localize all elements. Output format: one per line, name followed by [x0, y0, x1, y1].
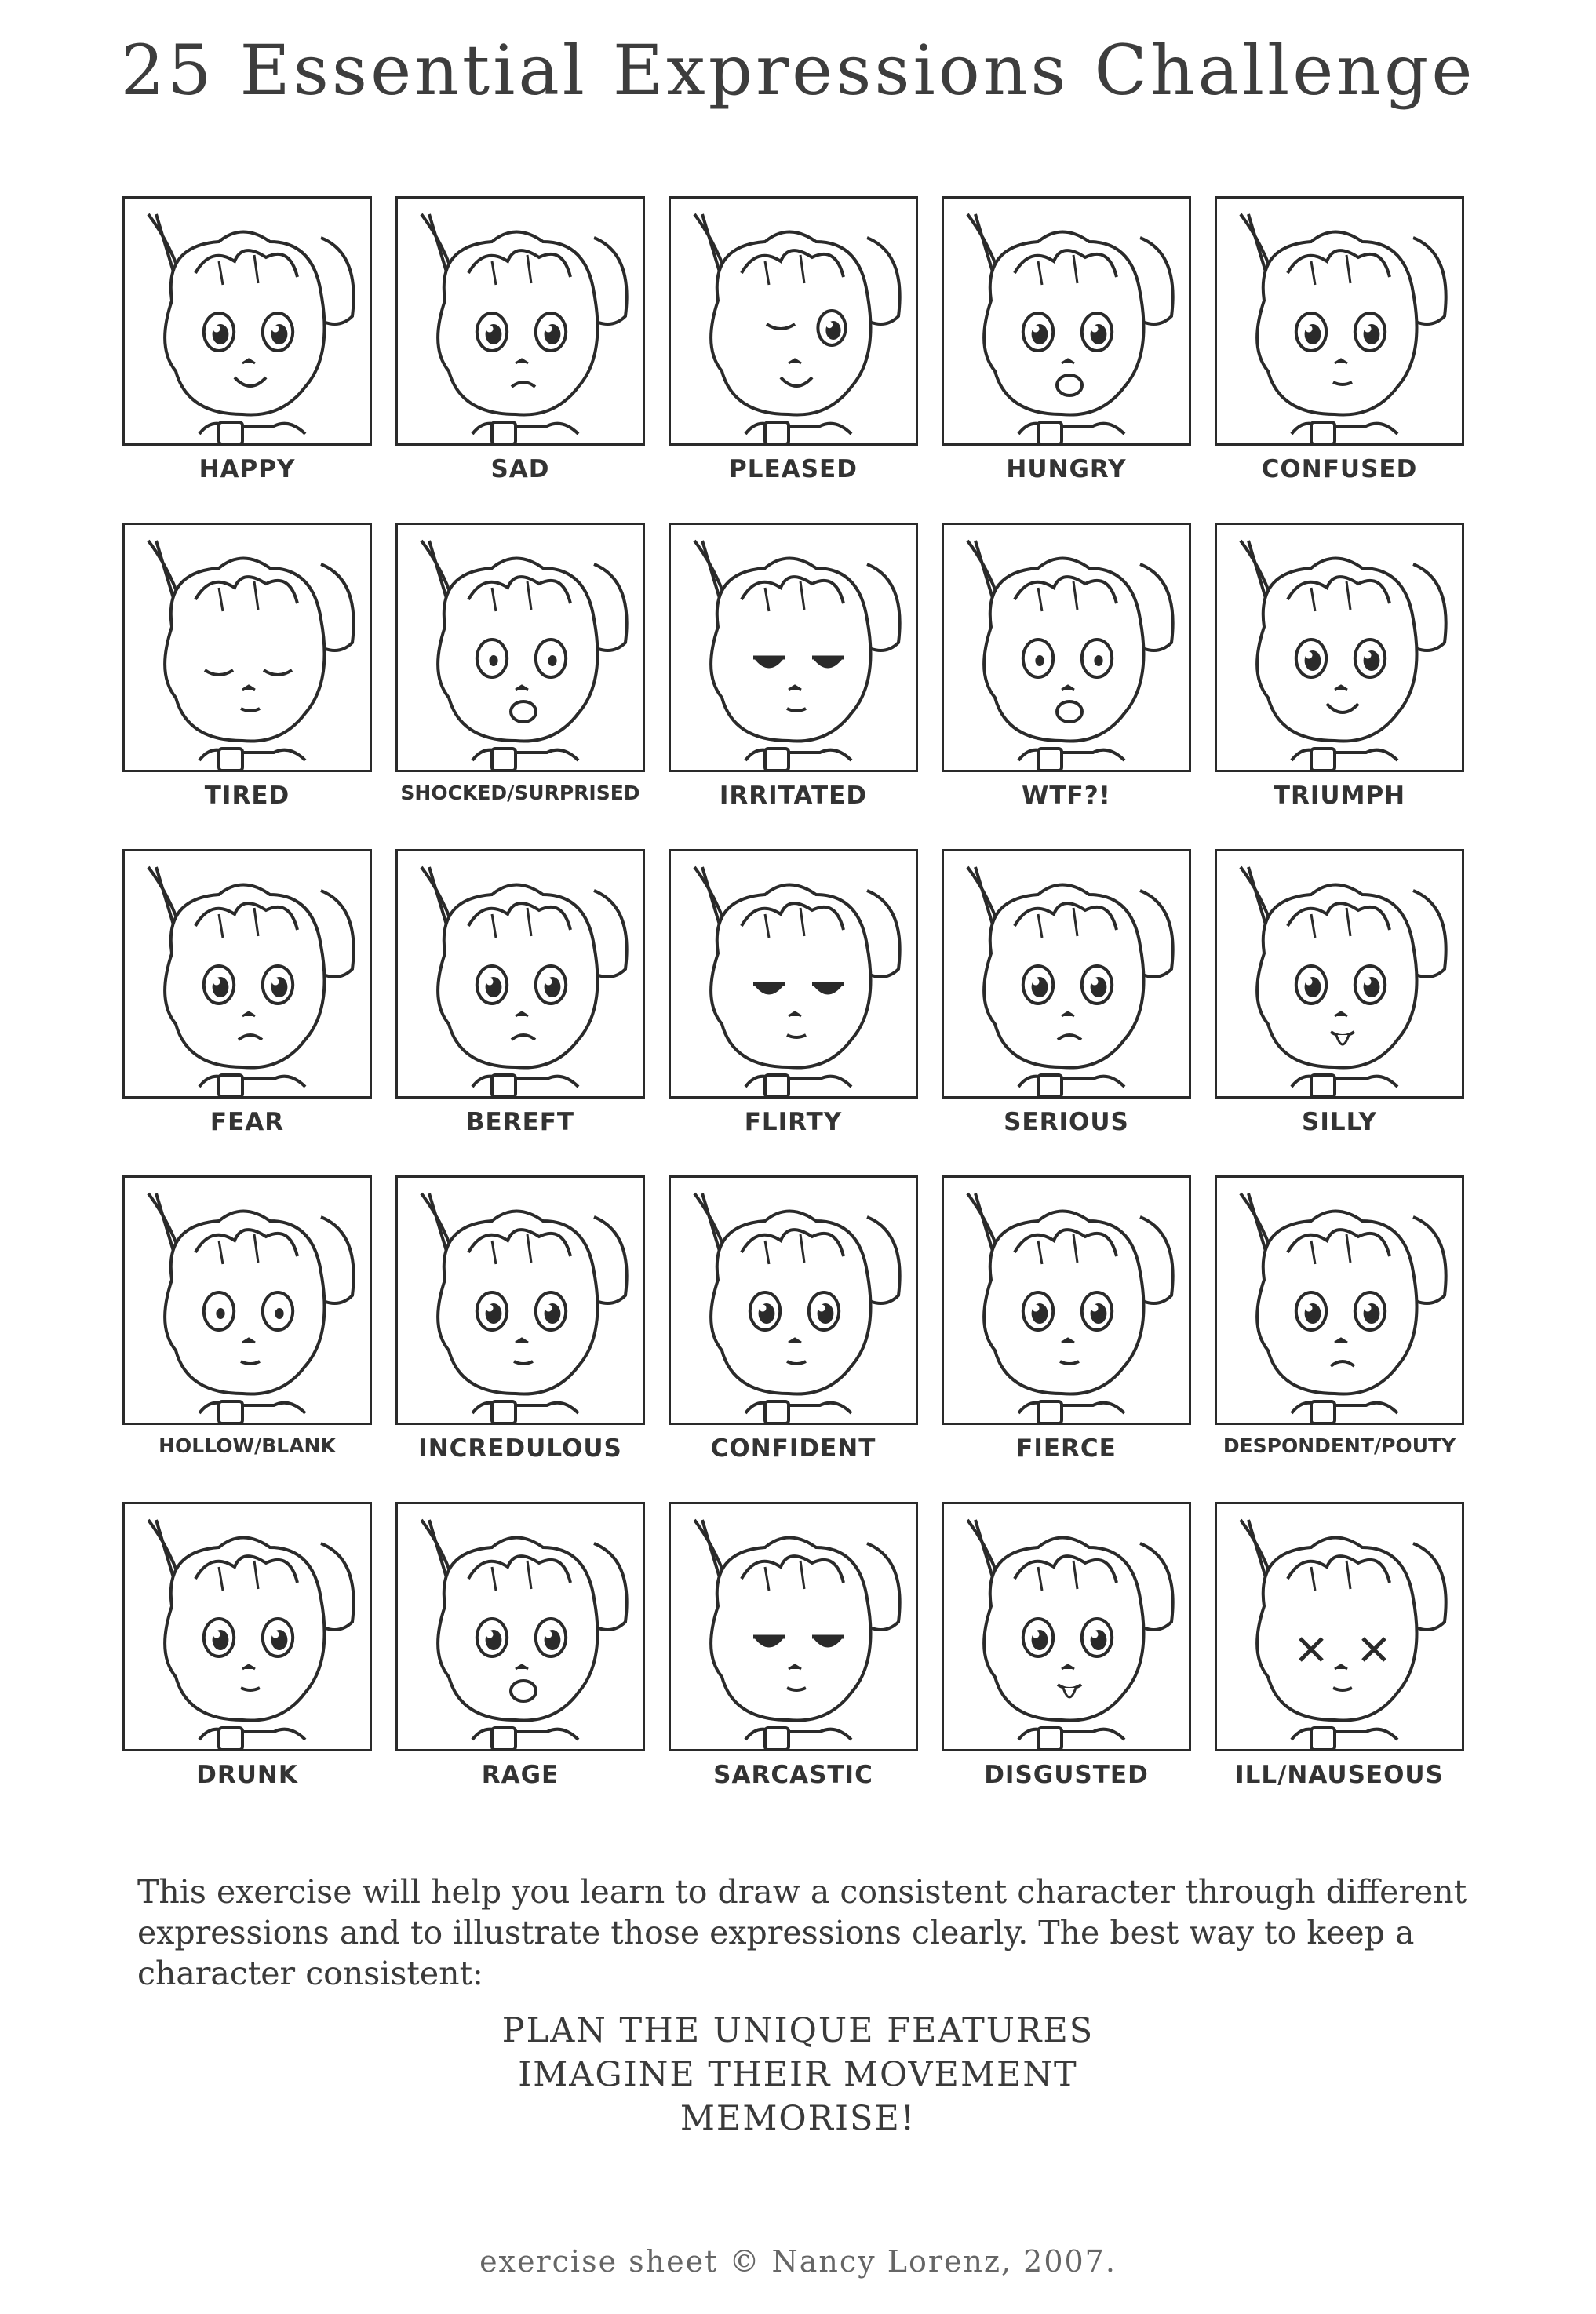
expression-cell [669, 1175, 918, 1502]
expression-drawing [1215, 196, 1464, 446]
expression-label: DESPONDENT/POUTY [1223, 1434, 1456, 1457]
expression-label: DRUNK [196, 1761, 298, 1789]
expression-label: HUNGRY [1006, 455, 1127, 483]
expression-drawing [942, 849, 1191, 1099]
expression-label: SILLY [1302, 1108, 1377, 1136]
expression-cell [395, 523, 645, 849]
tip-line: MEMORISE! [680, 2099, 916, 2138]
expression-drawing [1215, 523, 1464, 772]
expression-label: FIERCE [1016, 1434, 1117, 1463]
expression-drawing [669, 1502, 918, 1751]
expression-label: TRIUMPH [1273, 782, 1406, 810]
expression-cell [1215, 1175, 1464, 1502]
expression-cell [122, 523, 372, 849]
expression-drawing [942, 1502, 1191, 1751]
expression-label: CONFUSED [1261, 455, 1418, 483]
expression-label: PLEASED [729, 455, 858, 483]
expression-cell [122, 196, 372, 523]
expression-label: SHOCKED/SURPRISED [400, 782, 640, 804]
tips-list [0, 2009, 1596, 2141]
expression-drawing [395, 1175, 645, 1425]
expression-drawing [122, 849, 372, 1099]
expression-label: ILL/NAUSEOUS [1235, 1761, 1444, 1789]
expression-label: RAGE [481, 1761, 559, 1789]
expression-label: HOLLOW/BLANK [159, 1434, 336, 1457]
expression-drawing [395, 196, 645, 446]
expression-cell [395, 1502, 645, 1828]
copyright-credit: exercise sheet © Nancy Lorenz, 2007. [479, 2244, 1117, 2279]
expression-cell [669, 523, 918, 849]
expression-label: SARCASTIC [713, 1761, 873, 1789]
expression-drawing [122, 1175, 372, 1425]
expression-label: FEAR [210, 1108, 285, 1136]
expression-cell [395, 196, 645, 523]
expression-cell [942, 196, 1191, 523]
expression-cell [122, 1502, 372, 1828]
expression-cell [942, 523, 1191, 849]
expression-cell [942, 849, 1191, 1175]
expression-drawing [122, 523, 372, 772]
tip-line: PLAN THE UNIQUE FEATURES [501, 2011, 1095, 2050]
expression-cell [1215, 196, 1464, 523]
expression-label: INCREDULOUS [418, 1434, 622, 1463]
expression-grid [122, 196, 1480, 1828]
expression-cell [942, 1175, 1191, 1502]
expression-cell [669, 1502, 918, 1828]
expression-cell [942, 1502, 1191, 1828]
page-title: 25 Essential Expressions Challenge [120, 30, 1476, 111]
expression-drawing [122, 1502, 372, 1751]
expression-cell [1215, 523, 1464, 849]
expression-drawing [395, 523, 645, 772]
expression-drawing [942, 523, 1191, 772]
expression-label: WTF?! [1022, 782, 1111, 810]
expression-cell [395, 849, 645, 1175]
intro-paragraph: This exercise will help you learn to draw a consistent character through different expressions and to illustrate those expressions clearly. The best way to keep a character consistent: [137, 1873, 1467, 1992]
expression-label: SERIOUS [1004, 1108, 1129, 1136]
expression-drawing [1215, 849, 1464, 1099]
expression-cell [669, 196, 918, 523]
expression-drawing [669, 849, 918, 1099]
expression-label: IRRITATED [719, 782, 868, 810]
expression-cell [122, 849, 372, 1175]
expression-label: CONFIDENT [710, 1434, 876, 1463]
expression-drawing [942, 1175, 1191, 1425]
tip-line: IMAGINE THEIR MOVEMENT [518, 2055, 1078, 2094]
expression-label: BEREFT [465, 1108, 575, 1136]
expression-drawing [395, 1502, 645, 1751]
expression-cell [1215, 1502, 1464, 1828]
expression-cell [669, 849, 918, 1175]
expression-label: TIRED [204, 782, 290, 810]
expression-drawing [1215, 1175, 1464, 1425]
expression-label: FLIRTY [744, 1108, 843, 1136]
expression-drawing [122, 196, 372, 446]
expression-drawing [669, 196, 918, 446]
expression-label: DISGUSTED [984, 1761, 1149, 1789]
expression-drawing [942, 196, 1191, 446]
expression-drawing [669, 523, 918, 772]
expression-drawing [1215, 1502, 1464, 1751]
expression-label: HAPPY [199, 455, 296, 483]
expression-drawing [395, 849, 645, 1099]
expression-label: SAD [490, 455, 550, 483]
expression-cell [122, 1175, 372, 1502]
expression-cell [395, 1175, 645, 1502]
expression-drawing [669, 1175, 918, 1425]
expression-cell [1215, 849, 1464, 1175]
